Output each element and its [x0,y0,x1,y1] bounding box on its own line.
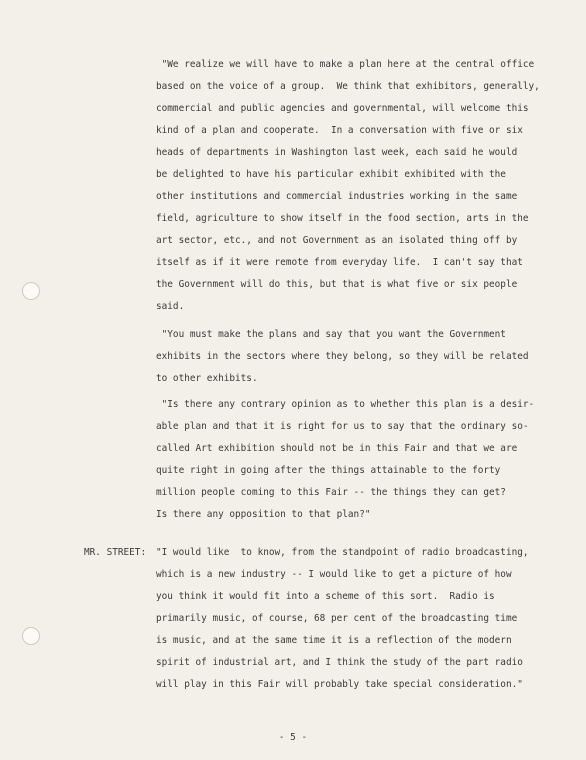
text-line: the Government will do this, but that is what five or six people [156,279,518,290]
paragraph-4 [156,542,568,696]
text-line: will play in this Fair will probably take special consideration." [156,679,523,690]
text-line: art sector, etc., and not Government as an isolated thing off by [156,235,518,246]
text-line: able plan and that it is right for us to say that the ordinary so- [156,421,529,432]
text-line: itself as if it were remote from everyday life. I can't say that [156,257,523,268]
paragraph-1 [156,54,568,318]
text-line: kind of a plan and cooperate. In a conversation with five or six [156,125,523,136]
text-line: is music, and at the same time it is a reflection of the modern [156,635,512,646]
text-line: you think it would fit into a scheme of this sort. Radio is [156,591,495,602]
text-line: "We realize we will have to make a plan here at the central office [156,59,535,70]
text-line: called Art exhibition should not be in this Fair and that we are [156,443,518,454]
text-line: commercial and public agencies and governmental, will welcome this [156,103,529,114]
text-line: based on the voice of a group. We think that exhibitors, generally, [156,81,540,92]
text-line: million people coming to this Fair -- the things they can get? [156,487,506,498]
text-line: Is there any opposition to that plan?" [156,509,371,520]
text-line: primarily music, of course, 68 per cent of the broadcasting time [156,613,518,624]
text-line: quite right in going after the things attainable to the forty [156,465,501,476]
text-line: exhibits in the sectors where they belong, so they will be related [156,351,529,362]
text-line: "You must make the plans and say that you want the Government [156,329,506,340]
paragraph-3 [156,394,568,526]
text-line: said. [156,301,185,312]
text-line: "I would like to know, from the standpoint of radio broadcasting, [156,547,529,558]
text-line: be delighted to have his particular exhibit exhibited with the [156,169,506,180]
punch-hole [22,282,40,300]
page-number: - 5 - [278,732,308,743]
text-line: other institutions and commercial industries working in the same [156,191,518,202]
text-line: to other exhibits. [156,373,258,384]
speaker-label: MR. STREET: [84,547,147,558]
text-line: which is a new industry -- I would like to get a picture of how [156,569,512,580]
paragraph-2 [156,324,568,390]
text-line: field, agriculture to show itself in the food section, arts in the [156,213,529,224]
text-line: heads of departments in Washington last week, each said he would [156,147,518,158]
punch-hole [22,627,40,645]
text-line: spirit of industrial art, and I think the study of the part radio [156,657,523,668]
text-line: "Is there any contrary opinion as to whether this plan is a desir- [156,399,535,410]
